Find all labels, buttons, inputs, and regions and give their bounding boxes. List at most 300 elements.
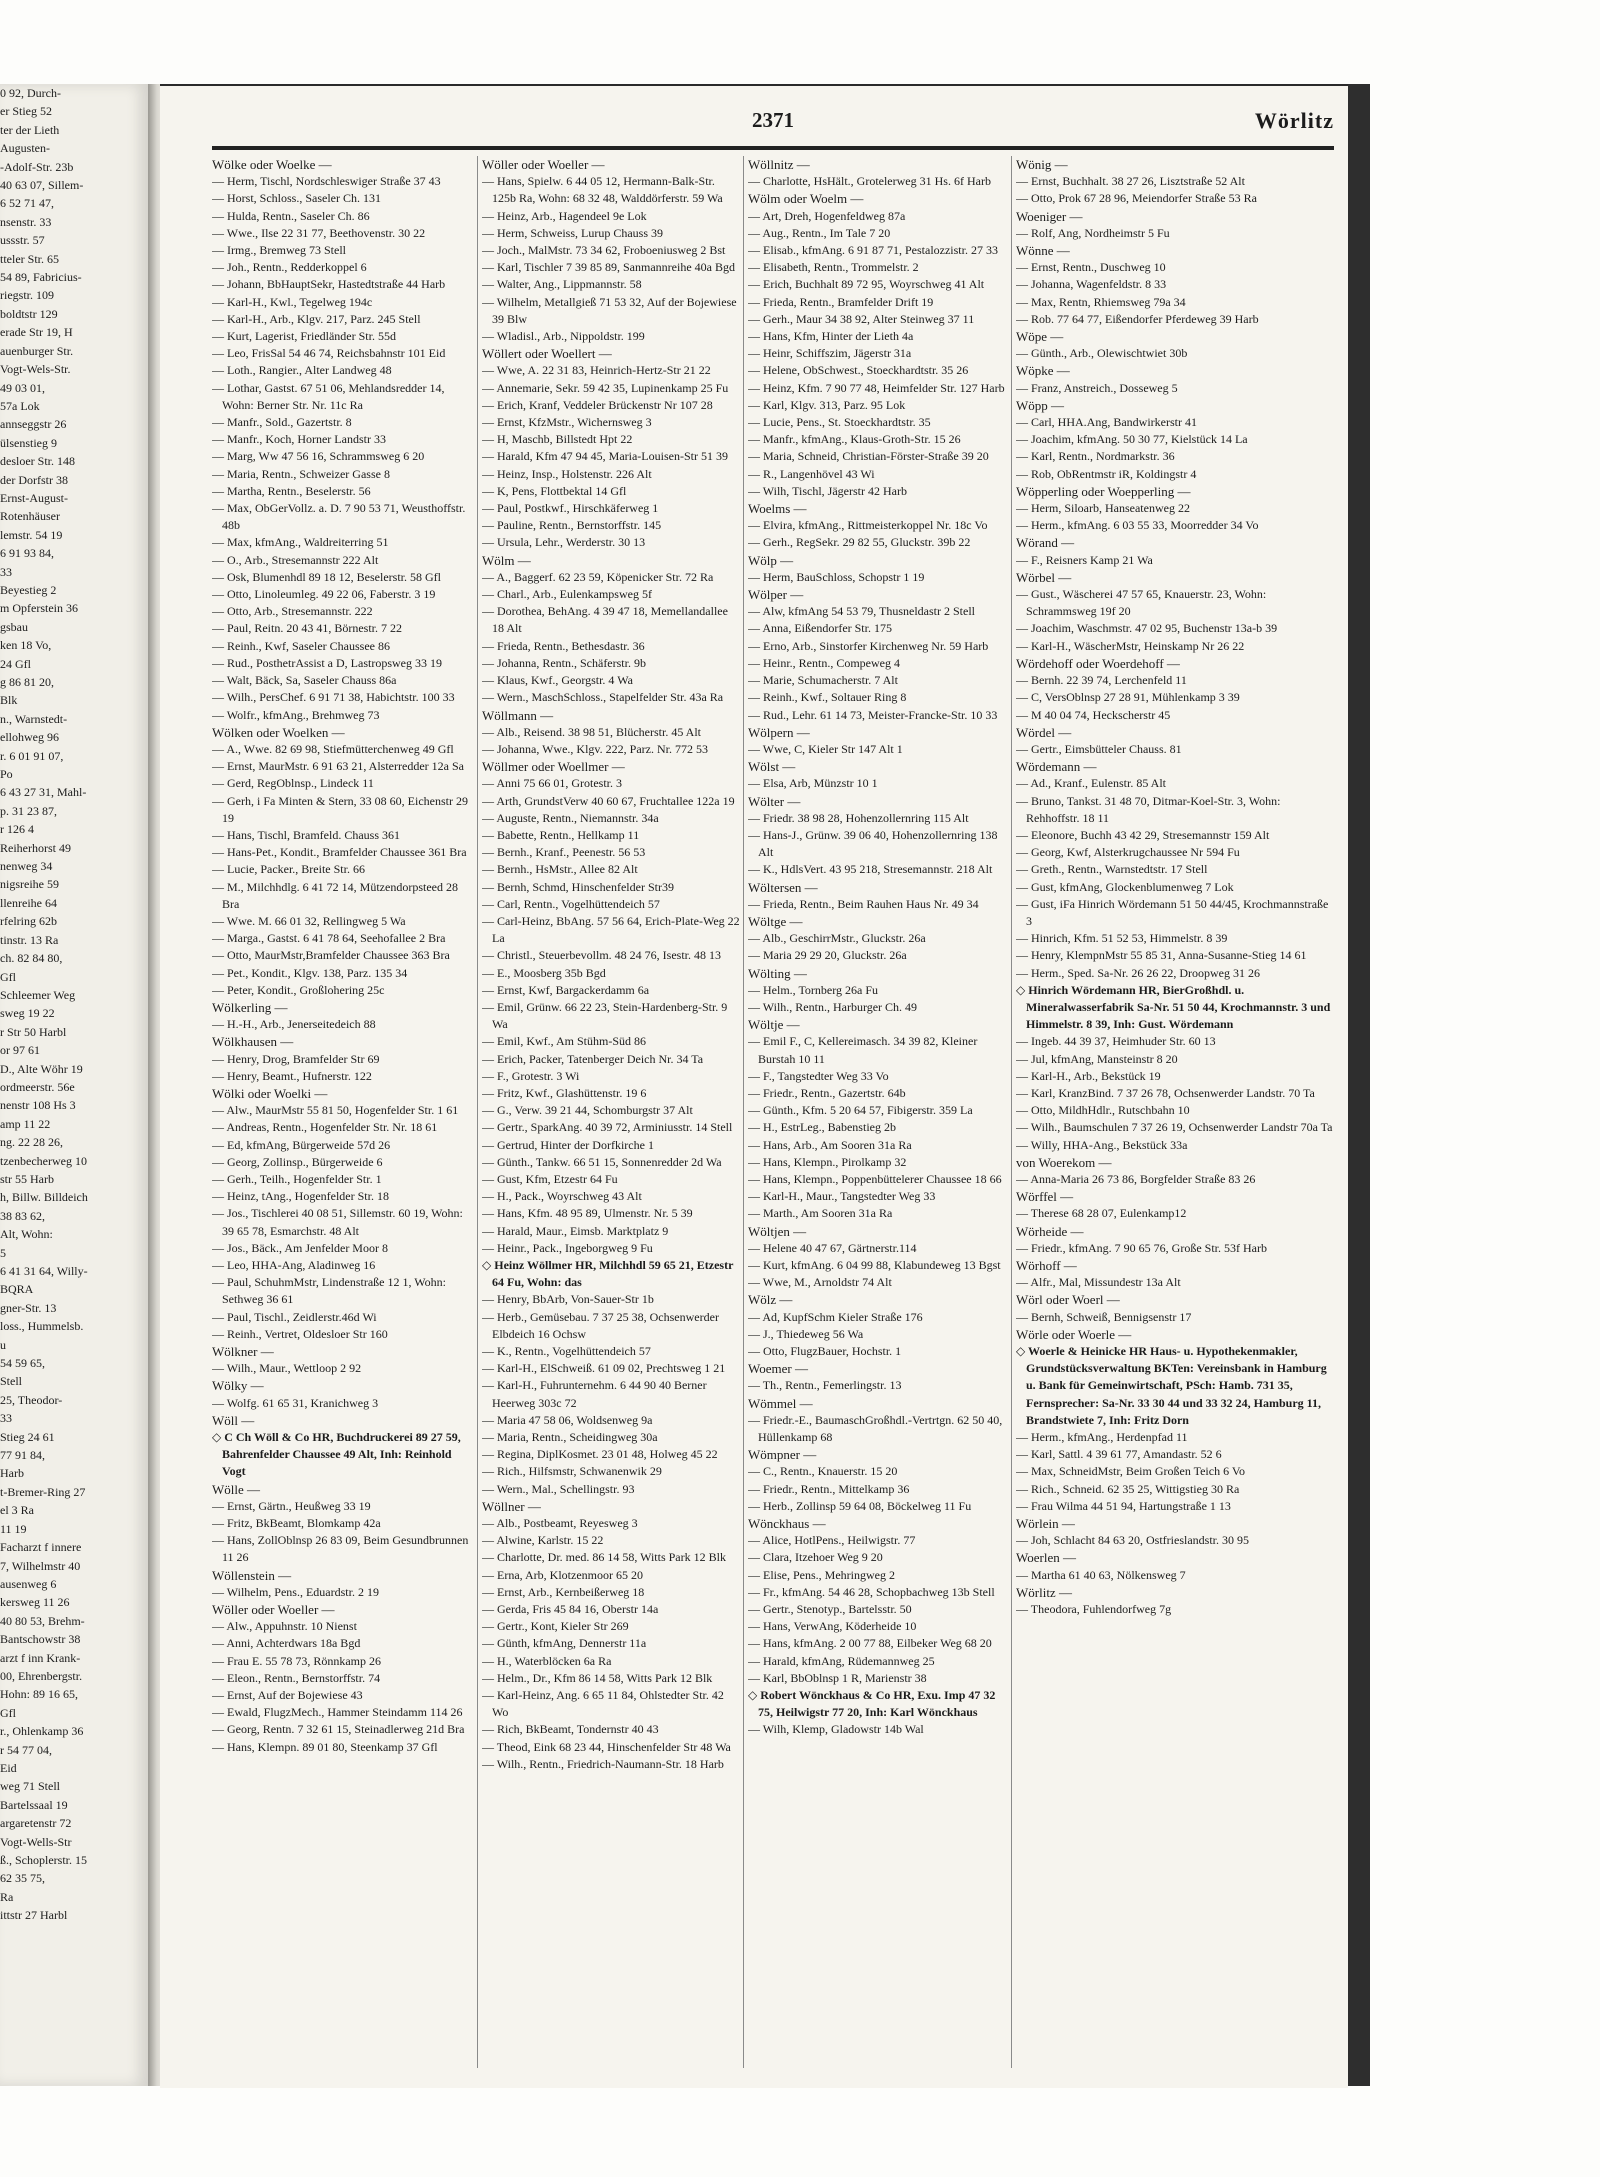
directory-entry: — Marga., Gastst. 6 41 78 64, Seehofallee 2 Bra: [212, 931, 446, 946]
directory-entry: — Marth., Am Sooren 31a Ra: [748, 1206, 893, 1221]
directory-entry: — Marie, Schumacherstr. 7 Alt: [748, 673, 898, 688]
facing-page-line: 6 91 93 84,: [0, 546, 54, 561]
facing-page-line: Po: [0, 767, 13, 782]
directory-page: [160, 84, 1348, 2088]
directory-entry: — Ernst, Gärtn., Heußweg 33 19: [212, 1498, 371, 1513]
directory-entry: — Otto, MildhHdlr., Rutschbahn 10: [1016, 1103, 1190, 1118]
directory-entry: — Herm, Schweiss, Lurup Chauss 39: [482, 225, 663, 240]
directory-entry: Wörhoff —: [1016, 1258, 1077, 1273]
directory-entry: Wölkner —: [212, 1344, 274, 1360]
directory-entry: — Wilhelm, Metallgieß 71 53 32, Auf der Bojewiese 39 Blw: [482, 294, 737, 326]
directory-entry: — Aug., Rentn., Im Tale 7 20: [748, 225, 891, 240]
facing-page-line: 49 03 01,: [0, 380, 45, 395]
directory-entry: — Alb., Postbeamt, Reyesweg 3: [482, 1516, 638, 1531]
facing-page-line: 62 35 75,: [0, 1871, 45, 1886]
directory-entry: Wöller oder Woeller —: [212, 1602, 335, 1618]
directory-entry: — Erna, Arb, Klotzenmoor 65 20: [482, 1567, 643, 1582]
column-4: [1016, 156, 1334, 2068]
facing-page-line: Vogt-Wels-Str.: [0, 362, 71, 377]
directory-entry: — Gust, iFa Hinrich Wördemann 51 50 44/45, Krochmannstraße 3: [1016, 896, 1329, 928]
directory-entry: — Bernh, Schmd, Hinschenfelder Str39: [482, 879, 674, 894]
directory-entry: — Frau E. 55 78 73, Rönnkamp 26: [212, 1653, 381, 1668]
facing-page-line: ordmeerstr. 56e: [0, 1079, 75, 1094]
facing-page-line: amp 11 22: [0, 1116, 51, 1131]
facing-page-line: nigsreihe 59: [0, 877, 59, 892]
directory-entry: — Heinz, Insp., Holstenstr. 226 Alt: [482, 466, 652, 481]
facing-page-line: 00, Ehrenbergstr.: [0, 1668, 83, 1683]
directory-entry: Wölz —: [748, 1292, 793, 1308]
directory-entry: — Gerd, RegOblnsp., Lindeck 11: [212, 776, 374, 791]
directory-entry: ◇ Hinrich Wördemann HR, BierGroßhdl. u. Mineralwasserfabrik Sa-Nr. 51 50 44, Krochmannstr. 3 und Himmelstr. 8 39, Inh: Gust. Wördemann: [1016, 982, 1331, 1032]
directory-entry: — Rob, ObRentmstr iR, Koldingstr 4: [1016, 466, 1197, 481]
directory-entry: — Joachim, Waschmstr. 47 02 95, Buchenstr 13a-b 39: [1016, 621, 1278, 636]
directory-entry: — Alw., MaurMstr 55 81 50, Hogenfelder Str. 1 61: [212, 1103, 459, 1118]
facing-page-line: 25, Theodor-: [0, 1392, 63, 1407]
directory-entry: — Martha, Rentn., Beselerstr. 56: [212, 483, 371, 498]
directory-entry: — Hans, ZollOblnsp 26 83 09, Beim Gesundbrunnen 11 26: [212, 1533, 469, 1565]
directory-entry: — Carl, Rentn., Vogelhüttendeich 57: [482, 896, 660, 911]
facing-page-line: 33: [0, 1411, 12, 1426]
directory-entry: — Paul, Tischl., Zeidlerstr.46d Wi: [212, 1309, 377, 1324]
directory-entry: — O., Arb., Stresemannstr 222 Alt: [212, 552, 379, 567]
directory-entry: — Hans, Kfm, Hinter der Lieth 4a: [748, 329, 914, 344]
directory-entry: Wöpke —: [1016, 363, 1070, 379]
directory-entry: — H., Pack., Woyrschweg 43 Alt: [482, 1189, 642, 1204]
directory-entry: — Hans, Arb., Am Sooren 31a Ra: [748, 1137, 912, 1152]
directory-entry: — Herb., Zollinsp 59 64 08, Böckelweg 11 Fu: [748, 1498, 972, 1513]
facing-page-line: h, Billw. Billdeich: [0, 1190, 88, 1205]
directory-entry: — Günth., Kfm. 5 20 64 57, Fibigerstr. 359 La: [748, 1103, 973, 1118]
directory-entry: — Peter, Kondit., Großlohering 25c: [212, 982, 385, 997]
directory-entry: Wönne —: [1016, 243, 1070, 259]
directory-entry: — Anna-Maria 26 73 86, Borgfelder Straße 83 26: [1016, 1171, 1256, 1186]
directory-entry: Wölter —: [748, 793, 801, 809]
directory-entry: Wölpern —: [748, 724, 810, 740]
facing-page-line: 5: [0, 1245, 6, 1260]
directory-entry: — Heinr, Schiffszim, Jägerstr 31a: [748, 346, 912, 361]
directory-entry: — Maria, Schneid, Christian-Förster-Straße 39 20: [748, 449, 989, 464]
directory-entry: — Wilh., PersChef. 6 91 71 38, Habichtstr. 100 33: [212, 690, 455, 705]
facing-page-line: er Stieg 52: [0, 104, 52, 119]
directory-entry: — Ad., Kranf., Eulenstr. 85 Alt: [1016, 776, 1166, 791]
directory-entry: Wördemann —: [1016, 759, 1097, 775]
directory-entry: — Maria 47 58 06, Woldsenweg 9a: [482, 1412, 653, 1427]
directory-entry: Wöpperling oder Woepperling —: [1016, 483, 1191, 499]
facing-page-line: boldtstr 129: [0, 306, 58, 321]
directory-entry: — Emil F., C, Kellereimasch. 34 39 82, Kleiner Burstah 10 11: [748, 1034, 978, 1066]
facing-page-line: m Opferstein 36: [0, 601, 78, 616]
directory-entry: — Wwe., Ilse 22 31 77, Beethovenstr. 30 22: [212, 225, 426, 240]
directory-entry: — Paul, Postkwf., Hirschkäferweg 1: [482, 501, 659, 516]
directory-entry: — Bernh., HsMstr., Allee 82 Alt: [482, 862, 638, 877]
directory-entry: Wölki oder Woelki —: [212, 1085, 328, 1101]
directory-entry: — Therese 68 28 07, Eulenkamp12: [1016, 1206, 1187, 1221]
directory-entry: — Annemarie, Sekr. 59 42 35, Lupinenkamp 25 Fu: [482, 380, 729, 395]
directory-entry: — Erich, Packer, Tatenberger Deich Nr. 34 Ta: [482, 1051, 704, 1066]
directory-entry: — Heinz, Kfm. 7 90 77 48, Heimfelder Str. 127 Harb: [748, 380, 1005, 395]
facing-page-line: annseggstr 26: [0, 417, 67, 432]
directory-entry: Wölper —: [748, 587, 804, 603]
directory-entry: — Franz, Anstreich., Dosseweg 5: [1016, 380, 1178, 395]
facing-page-line: Harb: [0, 1466, 24, 1481]
directory-entry: — Gerh, i Fa Minten & Stern, 33 08 60, Eichenstr 29 19: [212, 793, 468, 825]
directory-entry: Wönig —: [1016, 157, 1068, 172]
directory-entry: Wöllner —: [482, 1498, 541, 1514]
directory-entry: — Ernst, KfzMstr., Wichernsweg 3: [482, 415, 652, 430]
directory-entry: — Frieda, Rentn., Bethesdastr. 36: [482, 638, 645, 653]
directory-entry: — Dorothea, BehAng. 4 39 47 18, Memellandallee 18 Alt: [482, 604, 728, 636]
directory-entry: Wöltje —: [748, 1017, 800, 1033]
directory-entry: — Marg, Ww 47 56 16, Schrammsweg 6 20: [212, 449, 425, 464]
facing-page-line: nsenstr. 33: [0, 214, 52, 229]
directory-entry: — Wolfr., kfmAng., Brehmweg 73: [212, 707, 380, 722]
directory-entry: — H., Waterblöcken 6a Ra: [482, 1653, 612, 1668]
directory-entry: — Wilhelm, Pens., Eduardstr. 2 19: [212, 1584, 379, 1599]
directory-entry: — Heinz, tAng., Hogenfelder Str. 18: [212, 1189, 389, 1204]
directory-entry: — Gertr., SparkAng. 40 39 72, Arminiusstr. 14 Stell: [482, 1120, 733, 1135]
directory-entry: — Hans, Spielw. 6 44 05 12, Hermann-Balk-Str. 125b Ra, Wohn: 68 32 48, Walddörferstr. 59 Wa: [482, 174, 723, 206]
directory-entry: — Elvira, kfmAng., Rittmeisterkoppel Nr. 18c Vo: [748, 518, 988, 533]
facing-page-line: 11 19: [0, 1521, 27, 1536]
directory-entry: — Günth, kfmAng, Dennerstr 11a: [482, 1636, 647, 1651]
directory-entry: Wöltjen —: [748, 1223, 807, 1239]
directory-entry: — Maria 29 29 20, Gluckstr. 26a: [748, 948, 907, 963]
directory-entry: — Karl-H., Maur., Tangstedter Weg 33: [748, 1189, 936, 1204]
column-divider: [1011, 156, 1012, 2068]
directory-entry: — Ernst, MaurMstr. 6 91 63 21, Alsterredder 12a Sa: [212, 759, 464, 774]
facing-page-line: ülsenstieg 9: [0, 435, 57, 450]
directory-entry: Wöllnitz —: [748, 157, 810, 172]
directory-entry: Wölkerling —: [212, 999, 288, 1015]
facing-page-line: tinstr. 13 Ra: [0, 932, 59, 947]
facing-page-line: 6 43 27 31, Mahl-: [0, 785, 87, 800]
facing-page-line: Reiherhorst 49: [0, 840, 71, 855]
directory-entry: — Heinr., Rentn., Compeweg 4: [748, 655, 900, 670]
facing-page-line: ch. 82 84 80,: [0, 951, 63, 966]
directory-entry: — Emil, Kwf., Am Stühm-Süd 86: [482, 1034, 647, 1049]
directory-entry: — Wilh., Rentn., Friedrich-Naumann-Str. 18 Harb: [482, 1756, 724, 1771]
facing-page-line: r. 6 01 91 07,: [0, 748, 64, 763]
directory-entry: Wölst —: [748, 759, 796, 775]
directory-entry: — Ursula, Lehr., Werderstr. 30 13: [482, 535, 646, 550]
directory-entry: — Reinh., Kwf., Soltauer Ring 8: [748, 690, 907, 705]
directory-entry: Wöpe —: [1016, 329, 1064, 345]
directory-entry: — Rolf, Ang, Nordheimstr 5 Fu: [1016, 225, 1170, 240]
directory-entry: — Friedr.-E., BaumaschGroßhdl.-Vertrtgn. 62 50 40, Hüllenkamp 68: [748, 1412, 1003, 1445]
directory-entry: — Eleonore, Buchh 43 42 29, Stresemannstr 159 Alt: [1016, 827, 1270, 842]
directory-entry: — Carl, HHA.Ang, Bandwirkerstr 41: [1016, 415, 1197, 430]
directory-entry: — Alb., Reisend. 38 98 51, Blücherstr. 45 Alt: [482, 724, 701, 739]
facing-page-line: u: [0, 1337, 6, 1352]
facing-page-line: r 126 4: [0, 822, 34, 837]
directory-entry: — Alw, kfmAng 54 53 79, Thusneldastr 2 Stell: [748, 604, 975, 619]
facing-page-line: Stieg 24 61: [0, 1429, 55, 1444]
directory-entry: Wömmel —: [748, 1395, 813, 1411]
directory-entry: — Karl, BbOblnsp 1 R, Marienstr 38: [748, 1670, 927, 1685]
directory-entry: — Friedr., Rentn., Mittelkamp 36: [748, 1481, 910, 1496]
facing-page-line: ausenweg 6: [0, 1576, 57, 1591]
directory-entry: — Kurt, kfmAng. 6 04 99 88, Klabundeweg 13 Bgst: [748, 1258, 1001, 1272]
directory-entry: — Ingeb. 44 39 37, Heimhuder Str. 60 13: [1016, 1034, 1216, 1049]
directory-entry: — Karl-H., WäscherMstr, Heinskamp Nr 26 22: [1016, 638, 1245, 653]
facing-page-line: gner-Str. 13: [0, 1300, 57, 1315]
facing-page-line: auenburger Str.: [0, 343, 74, 358]
directory-entry: — Friedr. 38 98 28, Hohenzollernring 115 Alt: [748, 810, 969, 825]
directory-entry: — Hans, Tischl, Bramfeld. Chauss 361: [212, 827, 401, 842]
directory-entry: — Harald, kfmAng, Rüdemannweg 25: [748, 1653, 935, 1668]
directory-entry: — Clara, Itzehoer Weg 9 20: [748, 1550, 883, 1565]
directory-entry: — Horst, Schloss., Saseler Ch. 131: [212, 191, 381, 206]
directory-entry: — Günth., Arb., Olewischtwiet 30b: [1016, 346, 1188, 361]
facing-page-line: BQRA: [0, 1282, 34, 1297]
directory-entry: — Manfr., Koch, Horner Landstr 33: [212, 432, 386, 447]
directory-entry: — Otto, Linoleumleg. 49 22 06, Faberstr. 3 19: [212, 587, 436, 602]
directory-entry: — Ernst, Rentn., Duschweg 10: [1016, 260, 1166, 275]
facing-page-line: 7, Wilhelmstr 40: [0, 1558, 81, 1573]
column-3: [748, 156, 1010, 2068]
directory-entry: — Erno, Arb., Sinstorfer Kirchenweg Nr. 59 Harb: [748, 638, 989, 653]
directory-entry: Wörl oder Woerl —: [1016, 1292, 1120, 1308]
facing-page-line: Ra: [0, 1889, 14, 1904]
facing-page-line: r Str 50 Harbl: [0, 1024, 67, 1039]
directory-entry: — Gerh., RegSekr. 29 82 55, Gluckstr. 39b 22: [748, 535, 971, 550]
directory-entry: — Jos., Tischlerei 40 08 51, Sillemstr. 60 19, Wohn: 39 65 78, Esmarchstr. 48 Alt: [212, 1206, 463, 1238]
directory-entry: — R., Langenhövel 43 Wi: [748, 466, 875, 481]
facing-page-line: Beyestieg 2: [0, 582, 57, 597]
directory-entry: — Herm, BauSchloss, Schopstr 1 19: [748, 569, 925, 584]
directory-entry: — Art, Dreh, Hogenfeldweg 87a: [748, 208, 906, 223]
directory-entry: — Henry, BbArb, Von-Sauer-Str 1b: [482, 1292, 654, 1307]
directory-entry: — Anna, Eißendorfer Str. 175: [748, 621, 892, 636]
directory-entry: Wölting —: [748, 965, 807, 981]
directory-entry: — Hans, Klempn., Poppenbüttelerer Chaussee 18 66: [748, 1171, 1002, 1186]
directory-entry: — F., Grotestr. 3 Wi: [482, 1068, 580, 1083]
facing-page-line: Rotenhäuser: [0, 509, 60, 524]
directory-entry: — Karl-H., Kwl., Tegelweg 194c: [212, 294, 373, 309]
directory-entry: Wölky —: [212, 1378, 264, 1394]
directory-entry: Wömpner —: [748, 1447, 817, 1463]
directory-entry: — H, Maschb, Billstedt Hpt 22: [482, 432, 633, 447]
directory-entry: — Martha 61 40 63, Nölkensweg 7: [1016, 1567, 1186, 1582]
directory-entry: — Walter, Ang., Lippmannstr. 58: [482, 277, 642, 292]
facing-page-line: Facharzt f innere: [0, 1540, 82, 1555]
directory-entry: — Karl, Tischler 7 39 85 89, Sanmannreihe 40a Bgd: [482, 260, 735, 275]
directory-entry: — Hans, Klempn. 89 01 80, Steenkamp 37 Gfl: [212, 1739, 438, 1754]
directory-entry: Woelms —: [748, 501, 807, 517]
directory-entry: Wölke oder Woelke —: [212, 157, 332, 172]
directory-entry: — Gertr., Kont, Kieler Str 269: [482, 1619, 629, 1634]
directory-entry: — Gerda, Fris 45 84 16, Oberstr 14a: [482, 1602, 659, 1617]
facing-page-line: -Adolf-Str. 23b: [0, 159, 74, 174]
directory-entry: Wörle oder Woerle —: [1016, 1326, 1132, 1342]
directory-entry: Wönckhaus —: [748, 1516, 826, 1532]
scan-edge: [1348, 84, 1370, 2086]
directory-entry: — K., HdlsVert. 43 95 218, Stresemannstr. 218 Alt: [748, 862, 993, 877]
directory-entry: — Heinz, Arb., Hagendeel 9e Lok: [482, 208, 647, 223]
directory-entry: Woeniger —: [1016, 208, 1083, 224]
directory-entry: — Hans-J., Grünw. 39 06 40, Hohenzollernring 138 Alt: [748, 827, 998, 860]
directory-entry: — Otto, FlugzBauer, Hochstr. 1: [748, 1344, 902, 1359]
facing-page-line: 38 83 62,: [0, 1208, 45, 1223]
directory-entry: Wörffel —: [1016, 1189, 1074, 1205]
facing-page-line: loss., Hummelsb.: [0, 1319, 84, 1334]
directory-entry: — Bruno, Tankst. 31 48 70, Ditmar-Koel-Str. 3, Wohn: Rehhoffstr. 18 11: [1016, 793, 1281, 825]
directory-entry: — Arth, GrundstVerw 40 60 67, Fruchtallee 122a 19: [482, 793, 735, 808]
directory-entry: — Karl, Rentn., Nordmarkstr. 36: [1016, 449, 1175, 464]
directory-entry: — Leo, HHA-Ang, Aladinweg 16: [212, 1258, 376, 1272]
directory-entry: — Herm, Siloarb, Hanseatenweg 22: [1016, 501, 1190, 516]
directory-entry: — Karl-H., Fuhrunternehm. 6 44 90 40 Berner Heerweg 303c 72: [482, 1378, 707, 1410]
facing-page-line: der Dorfstr 38: [0, 472, 68, 487]
directory-entry: — Johanna, Wwe., Klgv. 222, Parz. Nr. 772 53: [482, 741, 708, 756]
facing-page-line: r 54 77 04,: [0, 1742, 52, 1757]
facing-page-line: ng. 22 28 26,: [0, 1135, 63, 1150]
directory-entry: — Elisab., kfmAng. 6 91 87 71, Pestalozzistr. 27 33: [748, 243, 998, 258]
directory-entry: — Max, SchneidMstr, Beim Großen Teich 6 Vo: [1016, 1464, 1245, 1479]
facing-page-line: kersweg 11 26: [0, 1595, 70, 1610]
directory-entry: — Ad, KupfSchm Kieler Straße 176: [748, 1309, 923, 1324]
facing-page-line: Gfl: [0, 1705, 16, 1720]
directory-entry: — Gertr., Eimsbütteler Chauss. 81: [1016, 741, 1182, 756]
directory-entry: — M., Milchhdlg. 6 41 72 14, Mützendorpsteed 28 Bra: [212, 879, 458, 911]
facing-page-line: 57a Lok: [0, 398, 40, 413]
directory-entry: — Reinh., Kwf, Saseler Chaussee 86: [212, 638, 390, 653]
directory-entry: Wölm —: [482, 552, 531, 568]
directory-entry: — F., Reisners Kamp 21 Wa: [1016, 552, 1153, 567]
column-divider: [477, 156, 478, 2068]
directory-entry: — Elsa, Arb, Münzstr 10 1: [748, 776, 878, 791]
directory-entry: — Georg, Zollinsp., Bürgerweide 6: [212, 1154, 383, 1169]
directory-entry: Wörlitz —: [1016, 1584, 1072, 1600]
directory-entry: — Auguste, Rentn., Niemannstr. 34a: [482, 810, 659, 825]
facing-page-line: 54 89, Fabricius-: [0, 270, 82, 285]
directory-entry: — Wilh, Tischl, Jägerstr 42 Harb: [748, 483, 907, 498]
facing-page-line: 33: [0, 564, 12, 579]
directory-entry: — Herb., Gemüsebau. 7 37 25 38, Ochsenwerder Elbdeich 16 Ochsw: [482, 1309, 719, 1341]
directory-entry: — Hans, VerwAng, Köderheide 10: [748, 1619, 917, 1634]
facing-page-line: Vogt-Wells-Str: [0, 1834, 72, 1849]
directory-entry: — Fritz, BkBeamt, Blomkamp 42a: [212, 1516, 381, 1531]
directory-entry: — Ed, kfmAng, Bürgerweide 57d 26: [212, 1137, 391, 1152]
facing-page-fragment: [0, 84, 148, 2086]
facing-page-line: Bantschowstr 38: [0, 1632, 81, 1647]
directory-entry: — Charlotte, HsHält., Grotelerweg 31 Hs. 6f Harb: [748, 174, 991, 189]
directory-entry: Wölkhausen —: [212, 1034, 294, 1050]
directory-entry: — F., Tangstedter Weg 33 Vo: [748, 1068, 889, 1083]
directory-entry: — Karl-H., Arb., Klgv. 217, Parz. 245 Stell: [212, 311, 421, 326]
directory-entry: — Johanna, Rentn., Schäferstr. 9b: [482, 655, 646, 670]
directory-entry: — Osk, Blumenhdl 89 18 12, Beselerstr. 58 Gfl: [212, 569, 441, 584]
directory-entry: — Karl-H., Arb., Bekstück 19: [1016, 1068, 1161, 1083]
directory-entry: — Rich., Schneid. 62 35 25, Wittigstieg 30 Ra: [1016, 1481, 1240, 1496]
directory-entry: Wöpp —: [1016, 397, 1065, 413]
directory-entry: Wörbel —: [1016, 569, 1072, 585]
facing-page-line: 40 63 07, Sillem-: [0, 178, 84, 193]
directory-entry: Wöller oder Woeller —: [482, 157, 605, 172]
directory-entry: — Karl-Heinz, Ang. 6 65 11 84, Ohlstedter Str. 42 Wo: [482, 1688, 724, 1720]
facing-page-line: nenweg 34: [0, 859, 53, 874]
facing-page-line: desloer Str. 148: [0, 454, 75, 469]
directory-entry: — Herm., kfmAng. 6 03 55 33, Moorredder 34 Vo: [1016, 518, 1259, 533]
directory-entry: — Alfr., Mal, Missundestr 13a Alt: [1016, 1275, 1181, 1290]
page-number: 2371: [752, 108, 794, 132]
directory-entry: — Frieda, Rentn., Beim Rauhen Haus Nr. 49 34: [748, 896, 979, 911]
directory-entry: — Wilh., Rentn., Harburger Ch. 49: [748, 999, 918, 1014]
directory-entry: — Karl-H., ElSchweiß. 61 09 02, Prechtsweg 1 21: [482, 1361, 726, 1376]
directory-entry: Woemer —: [748, 1361, 808, 1377]
directory-entry: — Georg, Rentn. 7 32 61 15, Steinadlerweg 21d Bra: [212, 1722, 465, 1737]
directory-entry: — Wilh., Baumschulen 7 37 26 19, Ochsenwerder Landstr 70a Ta: [1016, 1120, 1333, 1135]
facing-page-line: lemstr. 54 19: [0, 527, 63, 542]
facing-page-line: tteler Str. 65: [0, 251, 59, 266]
directory-entry: — Günth., Tankw. 66 51 15, Sonnenredder 2d Wa: [482, 1154, 722, 1169]
running-head: Wörlitz: [1254, 108, 1334, 133]
facing-page-line: r., Ohlenkamp 36: [0, 1724, 84, 1739]
directory-entry: Wölle —: [212, 1481, 261, 1497]
directory-entry: — Christl., Steuerbevollm. 48 24 76, Isestr. 48 13: [482, 948, 721, 963]
directory-entry: — Erich, Kranf, Veddeler Brückenstr Nr 107 28: [482, 397, 713, 412]
directory-entry: — K, Pens, Flottbektal 14 Gfl: [482, 483, 627, 498]
directory-entry: — Alw., Appuhnstr. 10 Nienst: [212, 1619, 357, 1634]
facing-page-line: ken 18 Vo,: [0, 638, 52, 653]
directory-entry: — Helene 40 47 67, Gärtnerstr.114: [748, 1240, 917, 1255]
facing-page-line: 6 52 71 47,: [0, 196, 54, 211]
directory-entry: — Hulda, Rentn., Saseler Ch. 86: [212, 208, 370, 223]
directory-entry: — Jul, kfmAng, Mansteinstr 8 20: [1016, 1051, 1178, 1066]
directory-entry: — Wwe, M., Arnoldstr 74 Alt: [748, 1275, 892, 1290]
directory-entry: — Irmg., Bremweg 73 Stell: [212, 243, 346, 258]
directory-entry: — Frieda, Rentn., Bramfelder Drift 19: [748, 294, 934, 309]
directory-entry: — Anni 75 66 01, Grotestr. 3: [482, 776, 622, 791]
directory-entry: Wördehoff oder Woerdehoff —: [1016, 655, 1180, 671]
facing-page-line: Stell: [0, 1374, 23, 1389]
facing-page-line: nenstr 108 Hs 3: [0, 1098, 76, 1113]
facing-page-line: argaretenstr 72: [0, 1816, 72, 1831]
directory-entry: — E., Moosberg 35b Bgd: [482, 965, 606, 980]
directory-entry: — Gerh., Teilh., Hogenfelder Str. 1: [212, 1171, 382, 1186]
directory-entry: — Alice, HotlPens., Heilwigstr. 77: [748, 1533, 916, 1548]
directory-entry: Wöltge —: [748, 913, 803, 929]
directory-entry: ◇ Woerle & Heinicke HR Haus- u. Hypothekenmakler, Grundstücksverwaltung BKTen: Vereinsbank in Hamburg u. Bank für Gemeinwirtschaft, PSch: Hamb. 731 35, Fernsprecher: Sa-Nr. 33 30 44 und 33 32 24, Hamburg 11, Brandstwiete 7, Inh: Fritz Dorn: [1016, 1344, 1327, 1427]
facing-page-line: n., Warnstedt-: [0, 711, 68, 726]
directory-entry: — Friedr., Rentn., Gazertstr. 64b: [748, 1085, 906, 1100]
directory-entry: — Jos., Bäck., Am Jenfelder Moor 8: [212, 1240, 388, 1255]
directory-entry: — K., Rentn., Vogelhüttendeich 57: [482, 1344, 651, 1359]
directory-entry: — Hans, kfmAng. 2 00 77 88, Eilbeker Weg 68 20: [748, 1636, 992, 1651]
directory-entry: — Heinr., Pack., Ingeborgweg 9 Fu: [482, 1240, 653, 1255]
facing-page-line: 77 91 84,: [0, 1448, 45, 1463]
facing-page-line: tzenbecherweg 10: [0, 1153, 87, 1168]
directory-entry: — Manfr., Sold., Gazertstr. 8: [212, 415, 352, 430]
directory-entry: — Herm, Tischl, Nordschleswiger Straße 37 43: [212, 174, 441, 189]
directory-entry: — Karl, Klgv. 313, Parz. 95 Lok: [748, 397, 906, 412]
directory-entry: Wölm oder Woelm —: [748, 191, 864, 207]
directory-entry: — Fr., kfmAng. 54 46 28, Schopbachweg 13b Stell: [748, 1584, 995, 1599]
facing-page-line: el 3 Ra: [0, 1503, 34, 1518]
directory-entry: — G., Verw. 39 21 44, Schomburgstr 37 Alt: [482, 1103, 693, 1118]
directory-entry: — Pauline, Rentn., Bernstorffstr. 145: [482, 518, 662, 533]
facing-page-line: ussstr. 57: [0, 233, 45, 248]
directory-entry: — Th., Rentn., Femerlingstr. 13: [748, 1378, 902, 1393]
directory-entry: — Wern., Mal., Schellingstr. 93: [482, 1481, 635, 1496]
directory-entry: — Gust, Kfm, Etzestr 64 Fu: [482, 1171, 618, 1186]
facing-page-line: Ernst-August-: [0, 490, 68, 505]
facing-page-line: weg 71 Stell: [0, 1779, 60, 1794]
directory-entry: — Alwine, Karlstr. 15 22: [482, 1533, 604, 1548]
directory-entry: — Elisabeth, Rentn., Trommelstr. 2: [748, 260, 919, 275]
directory-entry: Wölp —: [748, 552, 794, 568]
directory-entry: — Eleon., Rentn., Bernstorffstr. 74: [212, 1670, 381, 1685]
